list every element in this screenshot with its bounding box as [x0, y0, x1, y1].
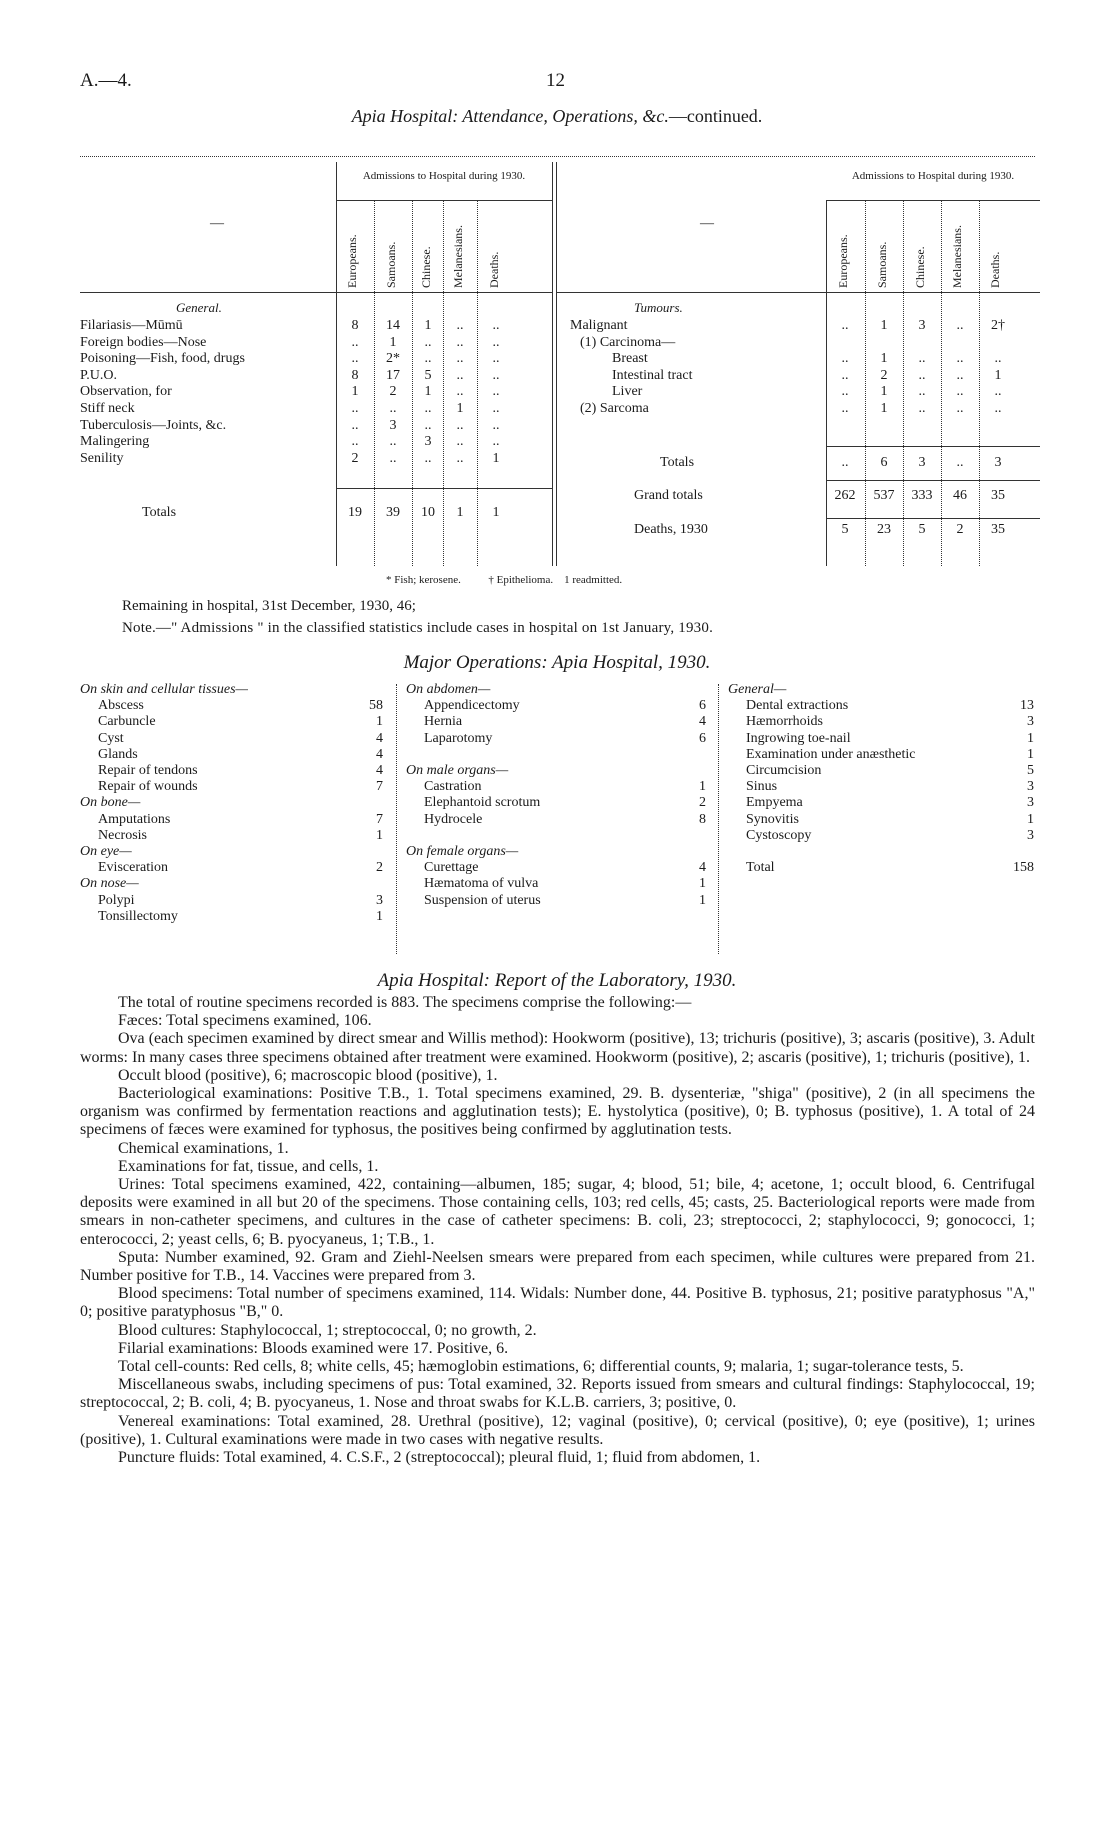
cell-value: 1	[880, 384, 888, 400]
grand-totals-value: 46	[953, 488, 967, 503]
operation-heading: On nose—	[80, 876, 139, 892]
cell-value: ..	[424, 334, 432, 350]
lab-paragraph: Puncture fluids: Total examined, 4. C.S.F., 2 (streptococcal); pleural fluid, 1; fluid from abdomen, 1.	[118, 1449, 761, 1467]
cell-value: 3	[389, 417, 397, 433]
operation-name: Hydrocele	[424, 811, 483, 827]
operation-item	[406, 747, 706, 763]
operation-count: 3	[1027, 827, 1034, 843]
operation-count: 2	[699, 795, 706, 811]
cell-value: ..	[492, 367, 500, 383]
attendance-table	[0, 0, 1114, 600]
cell-value: ..	[456, 367, 464, 383]
operation-item	[80, 909, 383, 925]
operation-count: 1	[376, 908, 383, 924]
row-label: Poisoning—Fish, food, drugs	[80, 351, 245, 367]
grand-totals-value: 262	[834, 488, 856, 503]
cell-value: ..	[841, 351, 849, 367]
cell-value: 1	[880, 318, 888, 333]
operation-item	[728, 747, 1034, 763]
operation-name: Carbuncle	[98, 714, 156, 730]
lab-paragraph: Fæces: Total specimens examined, 106.	[118, 1012, 372, 1030]
operation-name: Examination under anæsthetic	[746, 746, 916, 762]
operation-name: Cystoscopy	[746, 827, 812, 843]
totals-label: Totals	[142, 505, 177, 520]
cell-value: ..	[492, 417, 500, 433]
deaths-value: 35	[991, 522, 1005, 537]
operation-count: 1	[376, 827, 383, 843]
operation-count: 1	[699, 876, 706, 892]
operation-count: 4	[376, 730, 383, 746]
lab-paragraph: Chemical examinations, 1.	[118, 1139, 289, 1157]
cell-value: ..	[918, 351, 926, 367]
operation-item	[728, 844, 1034, 860]
lab-paragraph: Venereal examinations: Total examined, 28. Urethral (positive), 12; vaginal (positive), 0; cervical (positive), 0; eye (positive), 1; urines (positive), 1. Cultural examinations were made in two cases with negative results.	[80, 1412, 1035, 1448]
left-dash-header: —	[210, 216, 224, 231]
cell-value: ..	[456, 318, 464, 333]
operation-item	[728, 860, 1034, 876]
operation-count: 1	[1027, 730, 1034, 746]
cell-value: ..	[351, 351, 359, 367]
cell-value: 17	[386, 367, 400, 383]
cell-value: ..	[994, 351, 1002, 367]
deaths-value: 5	[841, 522, 849, 537]
cell-value: ..	[456, 334, 464, 350]
col-deaths-left: Deaths.	[487, 251, 501, 288]
totals-value: 10	[421, 505, 435, 520]
deaths-value: 23	[877, 522, 891, 537]
operations-column-1	[80, 682, 383, 925]
operation-name: Repair of wounds	[98, 779, 198, 795]
operation-name: Suspension of uterus	[424, 892, 541, 908]
cell-value: 2	[389, 384, 397, 400]
cell-value: ..	[994, 401, 1002, 416]
cell-value: 1	[351, 384, 359, 400]
lab-paragraph: Ova (each specimen examined by direct smear and Willis method): Hookworm (positive), 13; trichuris (positive), 3; ascaris (positive), 3. Adult worms: In many cases three specimens obtained after treatment were examined. Hookworm (positive), 2; ascaris (positive), 1; trichuris (positive), 1.	[80, 1030, 1035, 1066]
cell-value: ..	[956, 401, 964, 416]
cell-value: 2	[880, 367, 888, 383]
operation-heading: On abdomen—	[406, 682, 491, 697]
cell-value: ..	[492, 384, 500, 400]
lab-title: Apia Hospital: Report of the Laboratory, 1930.	[377, 970, 737, 991]
operation-item	[728, 731, 1034, 747]
right-group-header: Admissions to Hospital during 1930.	[851, 170, 1015, 182]
cell-value: ..	[424, 417, 432, 433]
operation-name: Total	[746, 860, 775, 876]
operation-count: 3	[1027, 779, 1034, 795]
operation-item	[406, 698, 706, 714]
row-label: Foreign bodies—Nose	[80, 334, 207, 350]
cell-value: ..	[841, 401, 849, 416]
row-label: Filariasis—Mūmū	[80, 318, 183, 333]
left-group-header: Admissions to Hospital during 1930.	[362, 170, 526, 182]
operation-count: 3	[376, 892, 383, 908]
operation-name: Laparotomy	[424, 730, 493, 746]
cell-value: 1	[492, 450, 500, 466]
operation-name: Polypi	[98, 892, 135, 908]
cell-value: 8	[351, 367, 359, 383]
col-chinese-left: Chinese.	[419, 246, 433, 288]
row-label: Stiff neck	[80, 401, 135, 416]
grand-totals-value: 537	[873, 488, 895, 503]
cell-value: 1	[424, 318, 432, 333]
operation-item	[80, 698, 383, 714]
section-tumours: Tumours.	[634, 300, 683, 315]
cell-value: ..	[956, 384, 964, 400]
totals-value: 1	[492, 505, 500, 520]
operation-item	[406, 779, 706, 795]
cell-value: ..	[351, 334, 359, 350]
totals-value: ..	[841, 455, 849, 470]
operation-count: 5	[1027, 763, 1034, 779]
operation-item	[406, 812, 706, 828]
operation-item	[406, 860, 706, 876]
operation-count: 4	[376, 746, 383, 762]
operation-item	[80, 779, 383, 795]
operation-name: Dental extractions	[746, 698, 849, 714]
cell-value: ..	[351, 401, 359, 416]
operations-column-3	[728, 682, 1034, 876]
operation-count: 158	[1013, 860, 1034, 876]
lab-report-body	[80, 994, 1035, 1467]
operation-item	[80, 731, 383, 747]
row-label: Tuberculosis—Joints, &c.	[80, 417, 227, 433]
col-europeans-right: Europeans.	[836, 234, 850, 288]
operation-name: Necrosis	[98, 827, 147, 843]
operation-item	[406, 795, 706, 811]
operation-count: 1	[699, 892, 706, 908]
operation-item	[728, 763, 1034, 779]
operation-count: 1	[1027, 811, 1034, 827]
cell-value: ..	[456, 384, 464, 400]
operation-count: 4	[376, 763, 383, 779]
lab-paragraph: Blood specimens: Total number of specimens examined, 114. Widals: Number done, 44. Positive B. typhosus, 21; positive paratyphosus "A," 0; positive paratyphosus "B," 0.	[80, 1285, 1035, 1321]
deaths-label: Deaths, 1930	[634, 522, 708, 537]
operations-column-2	[406, 682, 706, 909]
totals-value: 3	[994, 455, 1002, 470]
operation-name: Empyema	[746, 795, 803, 811]
cell-value: ..	[389, 450, 397, 466]
cell-value: 8	[351, 318, 359, 333]
operation-item	[406, 731, 706, 747]
operation-heading: On skin and cellular tissues—	[80, 682, 248, 697]
operation-item	[728, 714, 1034, 730]
col-melanesians-left: Melanesians.	[451, 225, 465, 288]
cell-value: ..	[918, 384, 926, 400]
operation-name: Hernia	[424, 714, 463, 730]
operation-item	[728, 698, 1034, 714]
cell-value: ..	[956, 318, 964, 333]
operation-name: Evisceration	[98, 860, 168, 876]
operation-name: Cyst	[98, 730, 124, 746]
operation-count: 1	[376, 714, 383, 730]
col-samoans-right: Samoans.	[875, 241, 889, 288]
operation-item	[80, 763, 383, 779]
col-europeans-left: Europeans.	[345, 234, 359, 288]
cell-value: 1	[456, 401, 464, 416]
cell-value: ..	[424, 450, 432, 466]
cell-value: ..	[456, 450, 464, 466]
row-label: Malingering	[80, 434, 150, 450]
operation-name: Elephantoid scrotum	[424, 795, 541, 811]
totals-value: 3	[918, 455, 926, 470]
operation-name: Castration	[424, 779, 482, 795]
cell-value: 3	[424, 434, 432, 450]
operation-item	[406, 714, 706, 730]
cell-value: ..	[424, 401, 432, 416]
operation-count: 13	[1020, 698, 1034, 714]
operation-heading: On eye—	[80, 844, 132, 860]
row-label: P.U.O.	[80, 367, 117, 383]
operation-count: 1	[1027, 746, 1034, 762]
operation-item	[728, 779, 1034, 795]
lab-paragraph: Occult blood (positive), 6; macroscopic blood (positive), 1.	[118, 1066, 498, 1084]
cell-value: ..	[456, 417, 464, 433]
operation-count: 4	[699, 860, 706, 876]
operation-heading: General—	[728, 682, 787, 697]
operation-item	[80, 812, 383, 828]
totals-label: Totals	[660, 455, 695, 470]
cell-value: ..	[994, 384, 1002, 400]
remaining-in-hospital: Remaining in hospital, 31st December, 1930, 46;	[122, 598, 416, 614]
page-reference: A.—4.	[80, 70, 132, 91]
note: Note.—" Admissions " in the classified statistics include cases in hospital on 1st January, 1930.	[122, 620, 714, 636]
totals-value: 39	[386, 505, 400, 520]
operation-name: Ingrowing toe-nail	[746, 730, 851, 746]
cell-value: ..	[918, 401, 926, 416]
cell-value: ..	[492, 318, 500, 333]
lab-paragraph: Sputa: Number examined, 92. Gram and Ziehl-Neelsen smears were prepared from each specimen, while cultures were prepared from 21. Number positive for T.B., 14. Vaccines were prepared from 3.	[80, 1248, 1035, 1285]
cell-value: ..	[351, 434, 359, 450]
cell-value: ..	[956, 367, 964, 383]
cell-value: ..	[389, 401, 397, 416]
operation-name: Glands	[98, 746, 138, 762]
operation-count: 7	[376, 811, 383, 827]
grand-totals-value: 333	[911, 488, 933, 503]
operation-item	[728, 795, 1034, 811]
operations-title: Major Operations: Apia Hospital, 1930.	[403, 652, 711, 673]
cell-value: 1	[994, 367, 1002, 383]
totals-value: 6	[880, 455, 888, 470]
lab-paragraph: Bacteriological examinations: Positive T.B., 1. Total specimens examined, 29. B. dysenteriæ, "shiga" (positive), 2 (in all specimens the organism was confirmed by fermentation reactions and agglutination tests); E. hystolytica (positive), 0; B. typhosus (positive), 1. A total of 24 specimens of fæces were examined for typhosus, the positives being confirmed by agglutination tests.	[80, 1085, 1035, 1139]
operation-name: Appendicectomy	[424, 698, 520, 714]
cell-value: 2	[351, 450, 359, 466]
cell-value: 5	[424, 367, 432, 383]
cell-value: ..	[456, 434, 464, 450]
row-label: Senility	[80, 450, 124, 466]
cell-value: 3	[918, 318, 926, 333]
cell-value: ..	[424, 351, 432, 367]
operation-heading: On male organs—	[406, 763, 509, 779]
operation-item	[80, 893, 383, 909]
attendance-title-suffix: —continued.	[668, 106, 763, 126]
cell-value: ..	[841, 367, 849, 383]
cell-value: 1	[880, 401, 888, 416]
cell-value: 1	[880, 351, 888, 367]
operation-count: 3	[1027, 795, 1034, 811]
operation-name: Amputations	[98, 811, 171, 827]
page-number: 12	[546, 70, 565, 91]
totals-value: 19	[348, 505, 362, 520]
right-dash-header: —	[700, 216, 714, 231]
grand-totals-label: Grand totals	[634, 488, 703, 503]
lab-paragraph: Examinations for fat, tissue, and cells, 1.	[118, 1157, 379, 1175]
col-melanesians-right: Melanesians.	[950, 225, 964, 288]
operation-count: 1	[699, 779, 706, 795]
cell-value: ..	[456, 351, 464, 367]
lab-paragraph: Filarial examinations: Bloods examined were 17. Positive, 6.	[118, 1339, 509, 1357]
lab-paragraph: Urines: Total specimens examined, 422, containing—albumen, 185; sugar, 4; blood, 51; bile, 4; acetone, 1; occult blood, 6. Centrifugal deposits were examined in all but 20 of the specimens. Those containing cells, 103; red cells, 45; casts, 25. Bacteriological reports were made from smears in non-catheter specimens, and cultures in the case of catheter specimens: B. coli, 23; streptococci, 2; staphylococci, 9; gonococci, 1; enterococci, 2; yeast cells, 6; B. pyocyaneus, 1; T.B., 1.	[80, 1176, 1035, 1248]
totals-value: 1	[456, 505, 464, 520]
cell-value: ..	[492, 351, 500, 367]
cell-value: ..	[492, 334, 500, 350]
lab-paragraph: The total of routine specimens recorded is 883. The specimens comprise the following:—	[118, 994, 692, 1011]
row-label: Breast	[612, 351, 648, 367]
col-chinese-right: Chinese.	[913, 246, 927, 288]
col-samoans-left: Samoans.	[384, 241, 398, 288]
operation-count: 6	[699, 698, 706, 714]
row-label: (2) Sarcoma	[580, 401, 649, 416]
lab-paragraph: Blood cultures: Staphylococcal, 1; streptococcal, 0; no growth, 2.	[118, 1321, 537, 1339]
row-label: Observation, for	[80, 384, 172, 400]
operation-name: Repair of tendons	[98, 763, 198, 779]
totals-value: ..	[956, 455, 964, 470]
attendance-footnote: * Fish; kerosene. † Epithelioma. 1 readmitted.	[386, 574, 623, 586]
operation-item	[406, 828, 706, 844]
row-label: Malignant	[570, 318, 628, 333]
operation-name: Abscess	[98, 698, 144, 714]
operation-name: Sinus	[746, 779, 778, 795]
cell-value: 1	[424, 384, 432, 400]
operation-item	[406, 876, 706, 892]
col-deaths-right: Deaths.	[988, 251, 1002, 288]
cell-value: 2†	[991, 318, 1005, 333]
row-label: Liver	[612, 384, 643, 400]
operation-name: Hæmatoma of vulva	[424, 876, 539, 892]
operation-item	[80, 860, 383, 876]
operation-name: Curettage	[424, 860, 479, 876]
section-general: General.	[176, 300, 222, 315]
operation-item	[406, 893, 706, 909]
operation-count: 7	[376, 779, 383, 795]
operation-item	[80, 714, 383, 730]
attendance-title-text: Apia Hospital: Attendance, Operations, &c.	[351, 106, 669, 126]
cell-value: ..	[492, 434, 500, 450]
operation-count: 4	[699, 714, 706, 730]
operation-name: Hæmorrhoids	[746, 714, 823, 730]
operation-count: 3	[1027, 714, 1034, 730]
deaths-value: 2	[956, 522, 964, 537]
deaths-value: 5	[918, 522, 926, 537]
cell-value: ..	[389, 434, 397, 450]
grand-totals-value: 35	[991, 488, 1005, 503]
operation-item	[80, 747, 383, 763]
cell-value: ..	[841, 318, 849, 333]
cell-value: ..	[351, 417, 359, 433]
operation-name: Circumcision	[746, 763, 822, 779]
cell-value: ..	[492, 401, 500, 416]
cell-value: 14	[386, 318, 400, 333]
operation-name: Tonsillectomy	[98, 908, 178, 924]
operation-heading: On female organs—	[406, 844, 519, 860]
cell-value: ..	[841, 384, 849, 400]
cell-value: ..	[918, 367, 926, 383]
cell-value: 1	[389, 334, 397, 350]
cell-value: 2*	[386, 351, 400, 367]
lab-paragraph: Total cell-counts: Red cells, 8; white cells, 45; hæmoglobin estimations, 6; differential counts, 9; malaria, 1; sugar-tolerance tests, 5.	[118, 1358, 964, 1376]
operation-heading: On bone—	[80, 795, 141, 811]
operation-item	[728, 828, 1034, 844]
operation-count: 58	[369, 698, 383, 714]
cell-value: ..	[956, 351, 964, 367]
row-label: Intestinal tract	[612, 367, 693, 383]
lab-paragraph: Miscellaneous swabs, including specimens of pus: Total examined, 32. Reports issued from smears and cultural findings: Staphylococcal, 19; streptococcal, 2; B. coli, 4; B. pyocyaneus, 1. Nose and throat swabs for K.L.B. carriers, 3; positive, 0.	[80, 1376, 1035, 1412]
operation-count: 6	[699, 730, 706, 746]
operation-item	[80, 828, 383, 844]
operation-count: 8	[699, 811, 706, 827]
row-label: (1) Carcinoma—	[580, 334, 676, 350]
operation-name: Synovitis	[746, 811, 799, 827]
operation-item	[728, 812, 1034, 828]
operation-count: 2	[376, 860, 383, 876]
